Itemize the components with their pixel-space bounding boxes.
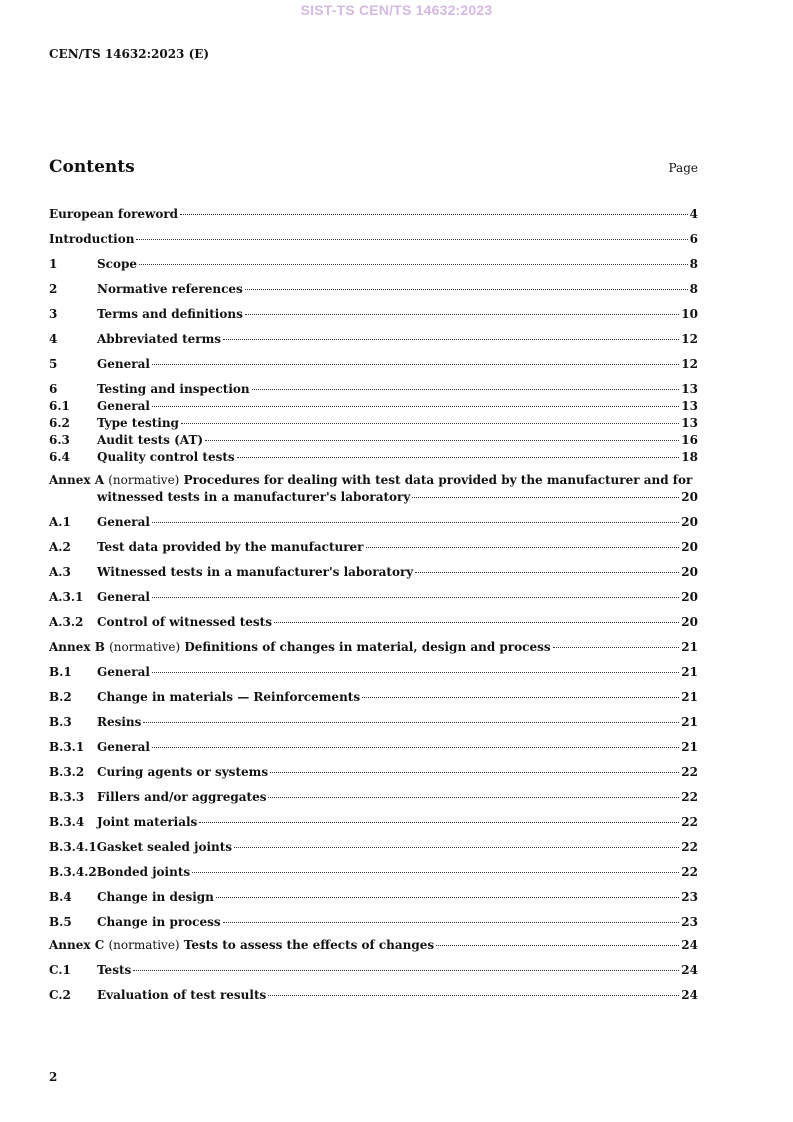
toc-entry-title: Control of witnessed tests (97, 615, 272, 629)
toc-entry-title: Gasket sealed joints (96, 840, 233, 854)
toc-entry-title: Abbreviated terms (97, 332, 222, 346)
toc-entry-title: Audit tests (AT) (97, 433, 204, 447)
toc-annex-label: Annex C (49, 938, 105, 952)
toc-section-number: 4 (49, 332, 58, 346)
dot-leader (415, 572, 679, 573)
dot-leader (152, 672, 679, 673)
toc-entry-title: General (97, 740, 150, 754)
toc-entry-title: General (97, 515, 150, 529)
toc-page-number: 21 (681, 690, 698, 704)
toc-row (49, 564, 698, 581)
toc-page-number: 6 (689, 232, 698, 246)
toc-entry[interactable] (49, 472, 698, 506)
page-column-label: Page (668, 161, 698, 175)
toc-page-number: 21 (681, 740, 698, 754)
toc-section-number: 6 (49, 382, 58, 396)
toc-entry-title: General (97, 590, 150, 604)
toc-page-number: 22 (681, 815, 698, 829)
toc-page-number: 12 (681, 332, 698, 346)
toc-section-number: 2 (49, 282, 58, 296)
dot-leader (152, 522, 679, 523)
dot-leader (362, 697, 679, 698)
toc-section-number: B.4 (49, 890, 72, 904)
toc-section-number: B.2 (49, 690, 72, 704)
toc-entry-title: General (97, 665, 150, 679)
toc-entry[interactable] (49, 814, 698, 831)
toc-row (49, 432, 698, 449)
toc-entry[interactable] (49, 639, 698, 656)
toc-entry-title: Joint materials (97, 815, 198, 829)
dot-leader (152, 597, 679, 598)
toc-entry[interactable] (49, 564, 698, 581)
dot-leader (366, 547, 680, 548)
dot-leader (152, 364, 679, 365)
toc-entry[interactable] (49, 689, 698, 706)
toc-entry[interactable] (49, 914, 698, 931)
toc-annex-type: (normative) (108, 938, 180, 952)
toc-entry-title: Test data provided by the manufacturer (97, 540, 364, 554)
toc-section-number: A.3.1 (49, 590, 84, 604)
toc-annex-label: Annex B (49, 640, 105, 654)
toc-page-number: 13 (681, 382, 698, 396)
toc-page-number: 24 (681, 963, 698, 977)
toc-entry[interactable] (49, 281, 698, 298)
toc-row (49, 206, 698, 223)
toc-entry-title: General (97, 357, 150, 371)
toc-page-number: 18 (681, 450, 698, 464)
toc-section-number: 3 (49, 307, 58, 321)
dot-leader (199, 822, 679, 823)
toc-page-number: 21 (681, 715, 698, 729)
toc-entry[interactable] (49, 962, 698, 979)
toc-entry[interactable] (49, 789, 698, 806)
toc-row (49, 764, 698, 781)
toc-page-number: 8 (689, 257, 698, 271)
toc-entry[interactable] (49, 864, 698, 881)
toc-entry[interactable] (49, 889, 698, 906)
toc-annex-heading (49, 472, 698, 489)
toc-section-number: B.3.1 (49, 740, 85, 754)
toc-section-number: 5 (49, 357, 58, 371)
toc-row (49, 415, 698, 432)
dot-leader (133, 970, 679, 971)
toc-entry-title: Tests (97, 963, 132, 977)
toc-entry-title: Resins (97, 715, 142, 729)
toc-entry-title: Change in materials — Reinforcements (97, 690, 361, 704)
toc-row (49, 814, 698, 831)
toc-entry[interactable] (49, 256, 698, 273)
dot-leader (139, 264, 688, 265)
toc-row (49, 489, 698, 506)
watermark: SIST-TS CEN/TS 14632:2023 (300, 2, 493, 18)
toc-annex-type: (normative) (109, 640, 181, 654)
toc-section-number: B.3.2 (49, 765, 85, 779)
toc-entry-title: European foreword (49, 207, 179, 221)
toc-page-number: 23 (681, 890, 698, 904)
toc-page-number: 4 (689, 207, 698, 221)
toc-page-number: 20 (681, 515, 698, 529)
toc-row (49, 937, 698, 954)
toc-page-number: 8 (689, 282, 698, 296)
toc-row (49, 987, 698, 1004)
dot-leader (270, 772, 679, 773)
toc-entry-title: Terms and definitions (97, 307, 243, 321)
toc-annex-type: (normative) (108, 473, 180, 487)
toc-row (49, 231, 698, 248)
toc-entry-title: Testing and inspection (97, 382, 250, 396)
toc-page-number: 13 (681, 416, 698, 430)
toc-entry[interactable] (49, 764, 698, 781)
toc-row (49, 789, 698, 806)
toc-entry[interactable] (49, 306, 698, 323)
toc-entry[interactable] (49, 381, 698, 398)
toc-entry[interactable] (49, 398, 698, 415)
toc-section-number: C.1 (49, 963, 71, 977)
toc-row (49, 589, 698, 606)
toc-entry-title-cont: witnessed tests in a manufacturer's laboratory (97, 490, 411, 504)
toc-section-number: 6.4 (49, 450, 70, 464)
dot-leader (245, 289, 688, 290)
dot-leader (143, 722, 679, 723)
dot-leader (152, 747, 679, 748)
toc-section-number: A.3.2 (49, 615, 84, 629)
toc-page-number: 20 (681, 540, 698, 554)
toc-entry-title: Quality control tests (97, 450, 235, 464)
dot-leader (245, 314, 679, 315)
dot-leader (553, 647, 680, 648)
toc-row (49, 281, 698, 298)
toc-page-number: 22 (681, 790, 698, 804)
toc-row (49, 664, 698, 681)
toc-entry[interactable] (49, 714, 698, 731)
toc-entry-title: Tests to assess the effects of changes (183, 938, 435, 952)
toc-page-number: 10 (681, 307, 698, 321)
toc-row (49, 914, 698, 931)
dot-leader (436, 945, 679, 946)
toc-page-number: 22 (681, 765, 698, 779)
dot-leader (412, 497, 679, 498)
dot-leader (268, 797, 679, 798)
toc-entry-title: Type testing (97, 416, 179, 430)
toc-page-number: 24 (681, 938, 698, 952)
toc-row (49, 381, 698, 398)
toc-page-number: 13 (681, 399, 698, 413)
toc-entry[interactable] (49, 987, 698, 1004)
dot-leader (181, 423, 679, 424)
contents-heading: Contents (49, 157, 135, 177)
toc-entry-title: Change in process (97, 915, 221, 929)
toc-entry[interactable] (49, 739, 698, 756)
toc-entry-title: Normative references (97, 282, 243, 296)
toc-row (49, 331, 698, 348)
toc-page-number: 16 (681, 433, 698, 447)
toc-entry[interactable] (49, 514, 698, 531)
toc-section-number: B.3.4.2 (49, 865, 97, 879)
toc-entry-title: Witnessed tests in a manufacturer's laboratory (97, 565, 414, 579)
toc-section-number: B.3.3 (49, 790, 85, 804)
toc-row (49, 256, 698, 273)
dot-leader (180, 214, 688, 215)
toc-row (49, 639, 698, 656)
page-number: 2 (49, 1070, 58, 1084)
toc-section-number: C.2 (49, 988, 71, 1002)
toc-section-number: B.3 (49, 715, 72, 729)
dot-leader (237, 457, 680, 458)
toc-entry[interactable] (49, 839, 698, 856)
toc-row (49, 449, 698, 466)
toc-entry-title: Procedures for dealing with test data provided by the manufacturer and for (183, 473, 693, 487)
toc-section-number: 1 (49, 257, 58, 271)
toc-entry[interactable] (49, 614, 698, 631)
toc-page-number: 24 (681, 988, 698, 1002)
toc-section-number: A.3 (49, 565, 71, 579)
toc-page-number: 21 (681, 665, 698, 679)
toc-annex-heading (49, 639, 551, 656)
dot-leader (216, 897, 679, 898)
toc-entry-title: General (97, 399, 150, 413)
toc-entry-title: Change in design (97, 890, 214, 904)
toc-section-number: 6.3 (49, 433, 70, 447)
toc-annex-label: Annex A (49, 473, 105, 487)
toc-row (49, 398, 698, 415)
toc-row (49, 689, 698, 706)
dot-leader (152, 406, 679, 407)
toc-section-number: A.1 (49, 515, 71, 529)
toc-entry[interactable] (49, 937, 698, 954)
toc-entry-title: Definitions of changes in material, design and process (184, 640, 551, 654)
toc-page-number: 20 (681, 490, 698, 504)
dot-leader (274, 622, 679, 623)
toc-row (49, 614, 698, 631)
document-id: CEN/TS 14632:2023 (E) (49, 47, 210, 61)
toc-section-number: A.2 (49, 540, 71, 554)
dot-leader (205, 440, 679, 441)
toc-page-number: 20 (681, 565, 698, 579)
dot-leader (234, 847, 679, 848)
toc-section-number: B.3.4.1 (49, 840, 97, 854)
toc-row (49, 714, 698, 731)
toc-entry[interactable] (49, 432, 698, 449)
toc-entry[interactable] (49, 331, 698, 348)
toc-entry[interactable] (49, 449, 698, 466)
toc-row (49, 356, 698, 373)
toc-entry-title: Bonded joints (96, 865, 191, 879)
table-of-contents (49, 206, 698, 1004)
toc-section-number: 6.1 (49, 399, 70, 413)
dot-leader (192, 872, 679, 873)
toc-row (49, 864, 698, 881)
dot-leader (223, 922, 680, 923)
toc-entry-title: Evaluation of test results (97, 988, 267, 1002)
dot-leader (223, 339, 679, 340)
toc-page-number: 20 (681, 615, 698, 629)
toc-entry-title: Curing agents or systems (97, 765, 269, 779)
toc-entry[interactable] (49, 356, 698, 373)
toc-row (49, 889, 698, 906)
toc-entry-title: Introduction (49, 232, 135, 246)
toc-row (49, 962, 698, 979)
toc-annex-heading (49, 937, 434, 954)
toc-entry[interactable] (49, 206, 698, 223)
toc-row (49, 306, 698, 323)
toc-section-number: B.3.4 (49, 815, 85, 829)
toc-row (49, 839, 698, 856)
toc-row (49, 739, 698, 756)
toc-entry[interactable] (49, 231, 698, 248)
toc-page-number: 22 (681, 865, 698, 879)
toc-row (49, 514, 698, 531)
toc-row (49, 539, 698, 556)
toc-section-number: 6.2 (49, 416, 70, 430)
toc-page-number: 23 (681, 915, 698, 929)
toc-page-number: 20 (681, 590, 698, 604)
toc-entry-title: Fillers and/or aggregates (97, 790, 267, 804)
toc-entry[interactable] (49, 539, 698, 556)
dot-leader (136, 239, 687, 240)
toc-section-number: B.1 (49, 665, 72, 679)
dot-leader (252, 389, 680, 390)
toc-section-number: B.5 (49, 915, 72, 929)
toc-entry[interactable] (49, 589, 698, 606)
toc-entry-title: Scope (97, 257, 138, 271)
toc-entry[interactable] (49, 664, 698, 681)
toc-page-number: 12 (681, 357, 698, 371)
dot-leader (268, 995, 679, 996)
toc-page-number: 22 (681, 840, 698, 854)
toc-page-number: 21 (681, 640, 698, 654)
toc-entry[interactable] (49, 415, 698, 432)
